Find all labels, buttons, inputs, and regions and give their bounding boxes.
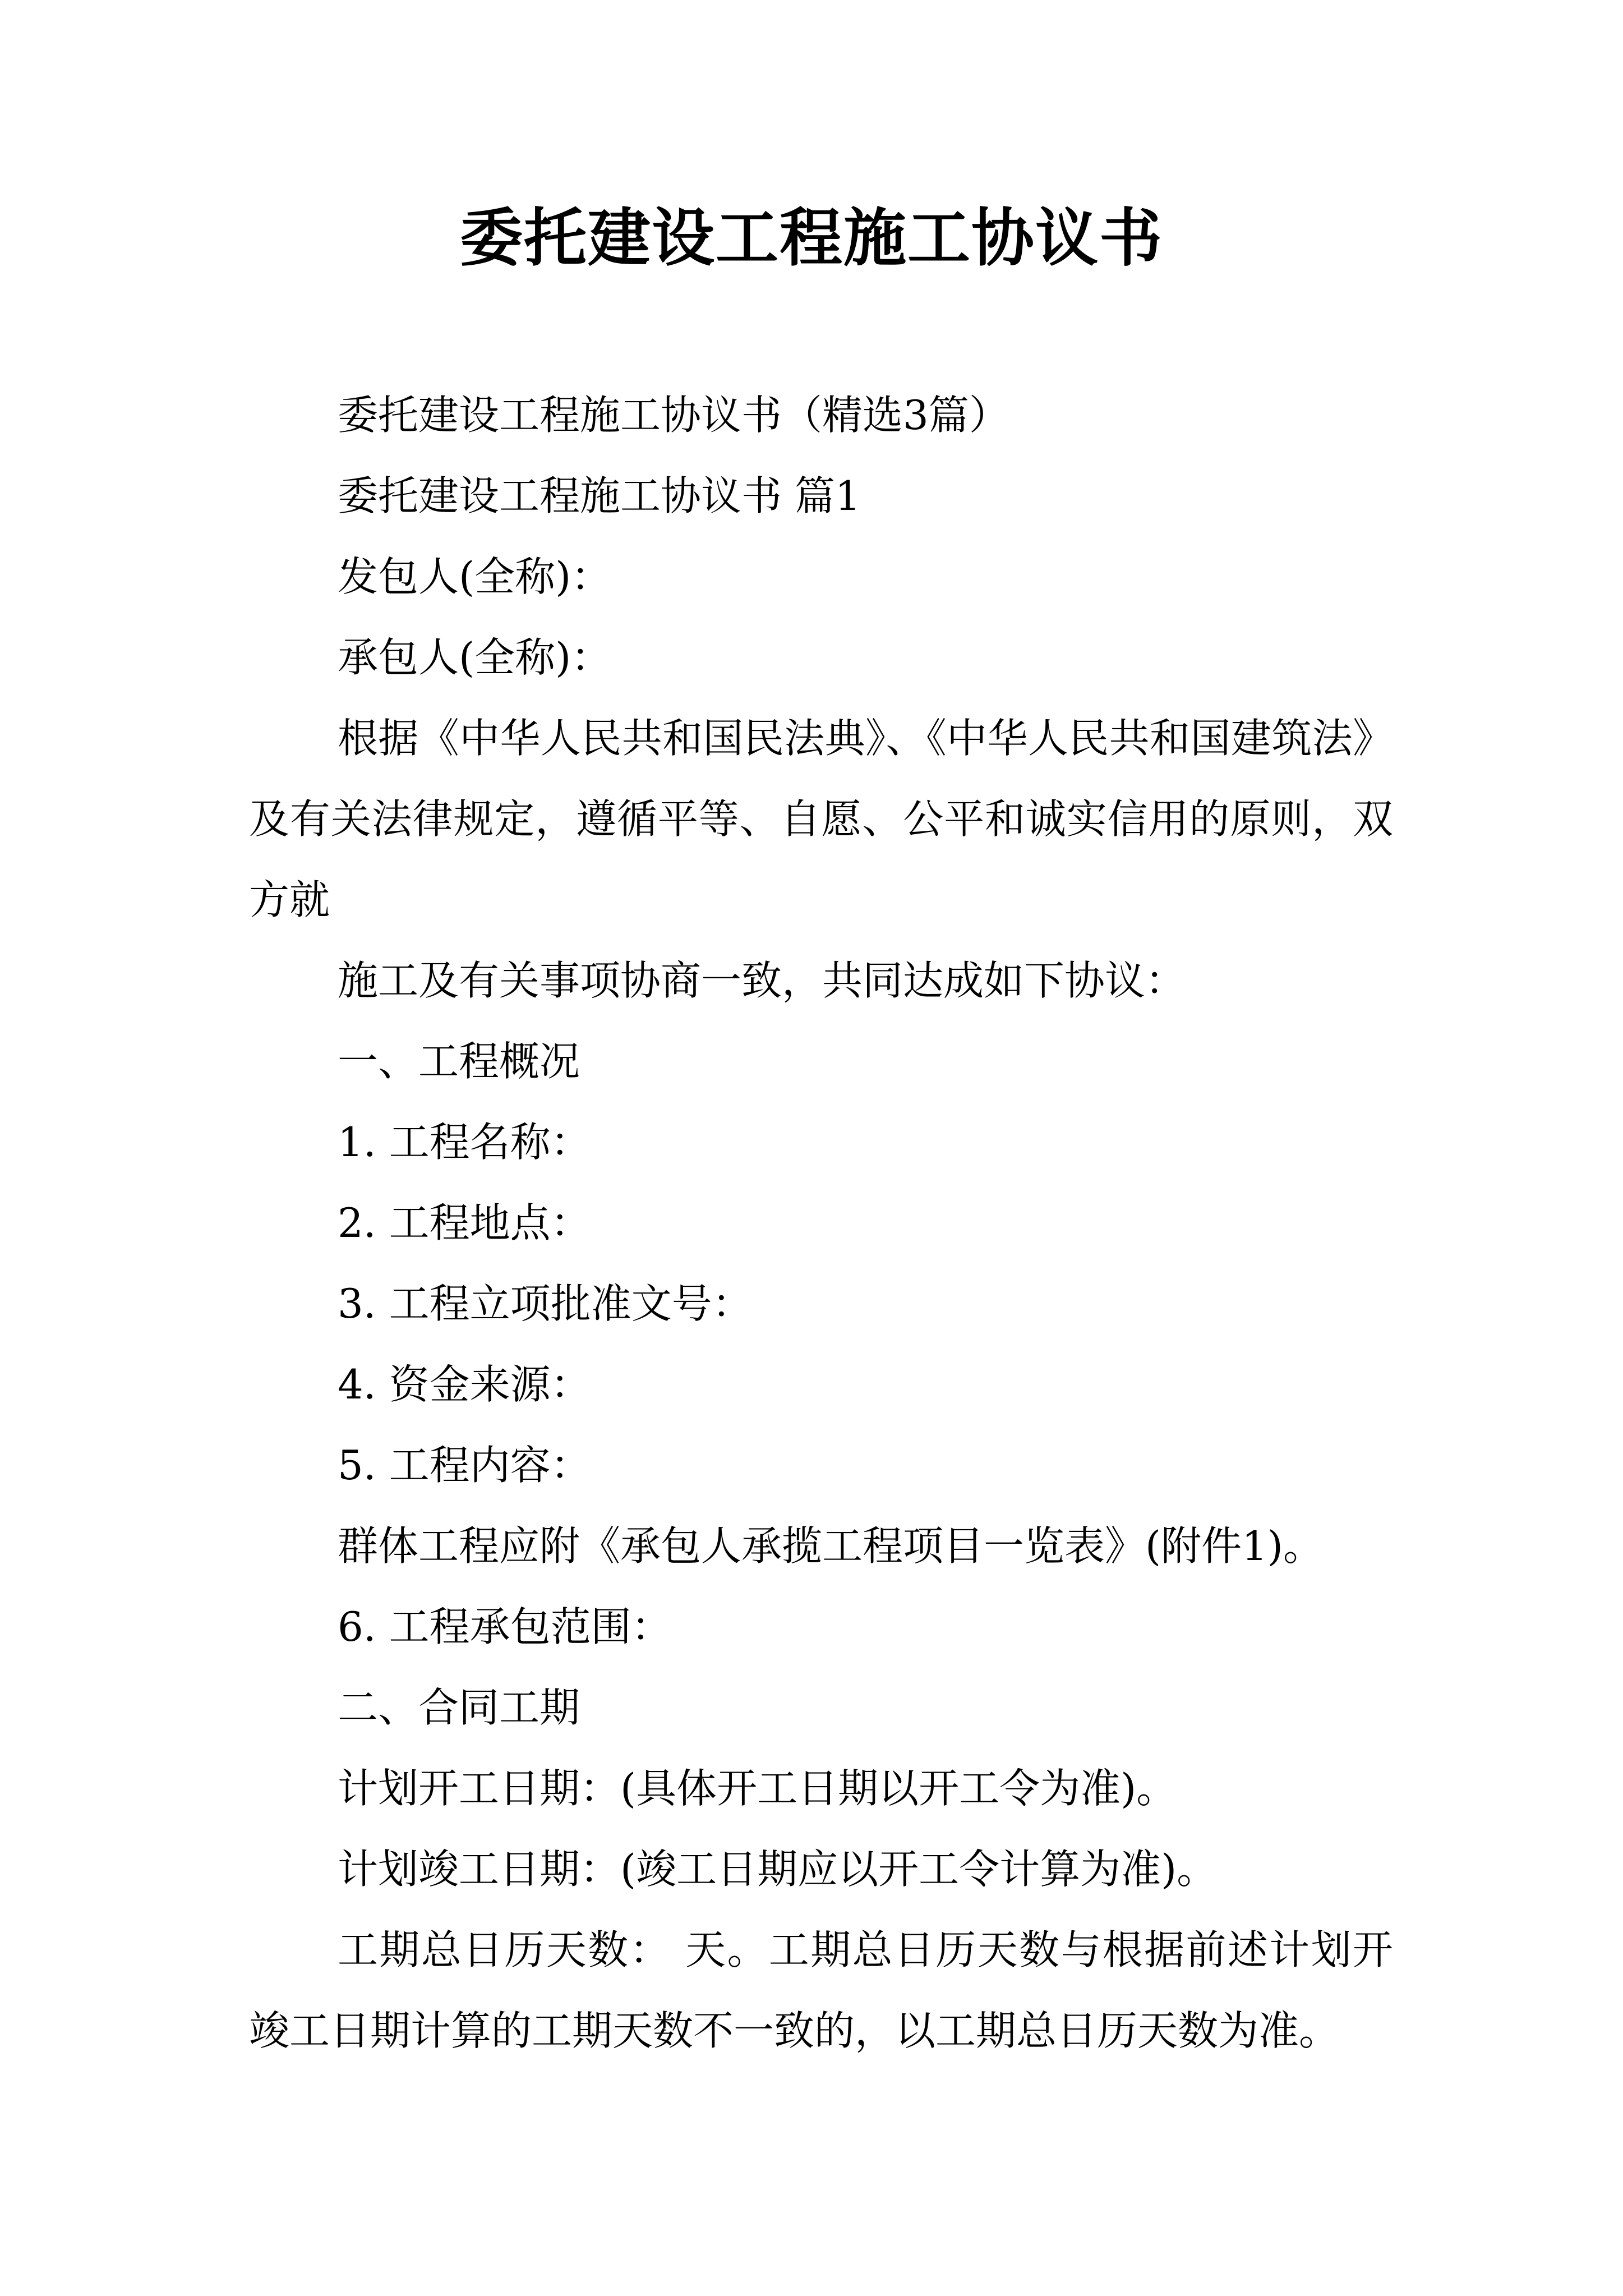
paragraph-heading-overview: 一、工程概况 [338, 1038, 580, 1085]
paragraph-employer: 发包人(全称)： [338, 553, 612, 600]
paragraph-planned-completion: 计划竣工日期：(竣工日期应以开工令计算为准)。 [338, 1846, 1218, 1893]
paragraph-heading-term: 二、合同工期 [338, 1684, 580, 1731]
paragraph-total-days: 工期总日历天数： 天。工期总日历天数与根据前述计划开竣工日期计算的工期天数不一致的，以工期总日历天数为准。 [249, 1926, 1393, 2054]
paragraph-item-5: 5. 工程内容： [338, 1442, 591, 1489]
paragraph-section-heading: 委托建设工程施工协议书 篇1 [338, 472, 861, 519]
paragraph-group-project: 群体工程应附《承包人承揽工程项目一览表》(附件1)。 [338, 1522, 1324, 1570]
paragraph-item-4: 4. 资金来源： [338, 1361, 591, 1408]
paragraph-planned-start: 计划开工日期：(具体开工日期以开工令为准)。 [338, 1765, 1177, 1812]
paragraph-item-6: 6. 工程承包范围： [338, 1603, 672, 1650]
paragraph-item-2: 2. 工程地点： [338, 1199, 591, 1246]
paragraph-item-1: 1. 工程名称： [338, 1119, 591, 1166]
paragraph-item-3: 3. 工程立项批准文号： [338, 1280, 753, 1327]
paragraph-contractor: 承包人(全称)： [338, 634, 612, 681]
document-title: 委托建设工程施工协议书 [460, 201, 1163, 275]
paragraph-agreement: 施工及有关事项协商一致，共同达成如下协议： [338, 957, 1186, 1004]
paragraph-subtitle: 委托建设工程施工协议书（精选3篇） [338, 392, 1009, 439]
paragraph-legal-basis: 根据《中华人民共和国民法典》、《中华人民共和国建筑法》及有关法律规定，遵循平等、自愿、公平和诚实信用的原则，双方就 [249, 715, 1393, 923]
document-body [249, 375, 1393, 2071]
